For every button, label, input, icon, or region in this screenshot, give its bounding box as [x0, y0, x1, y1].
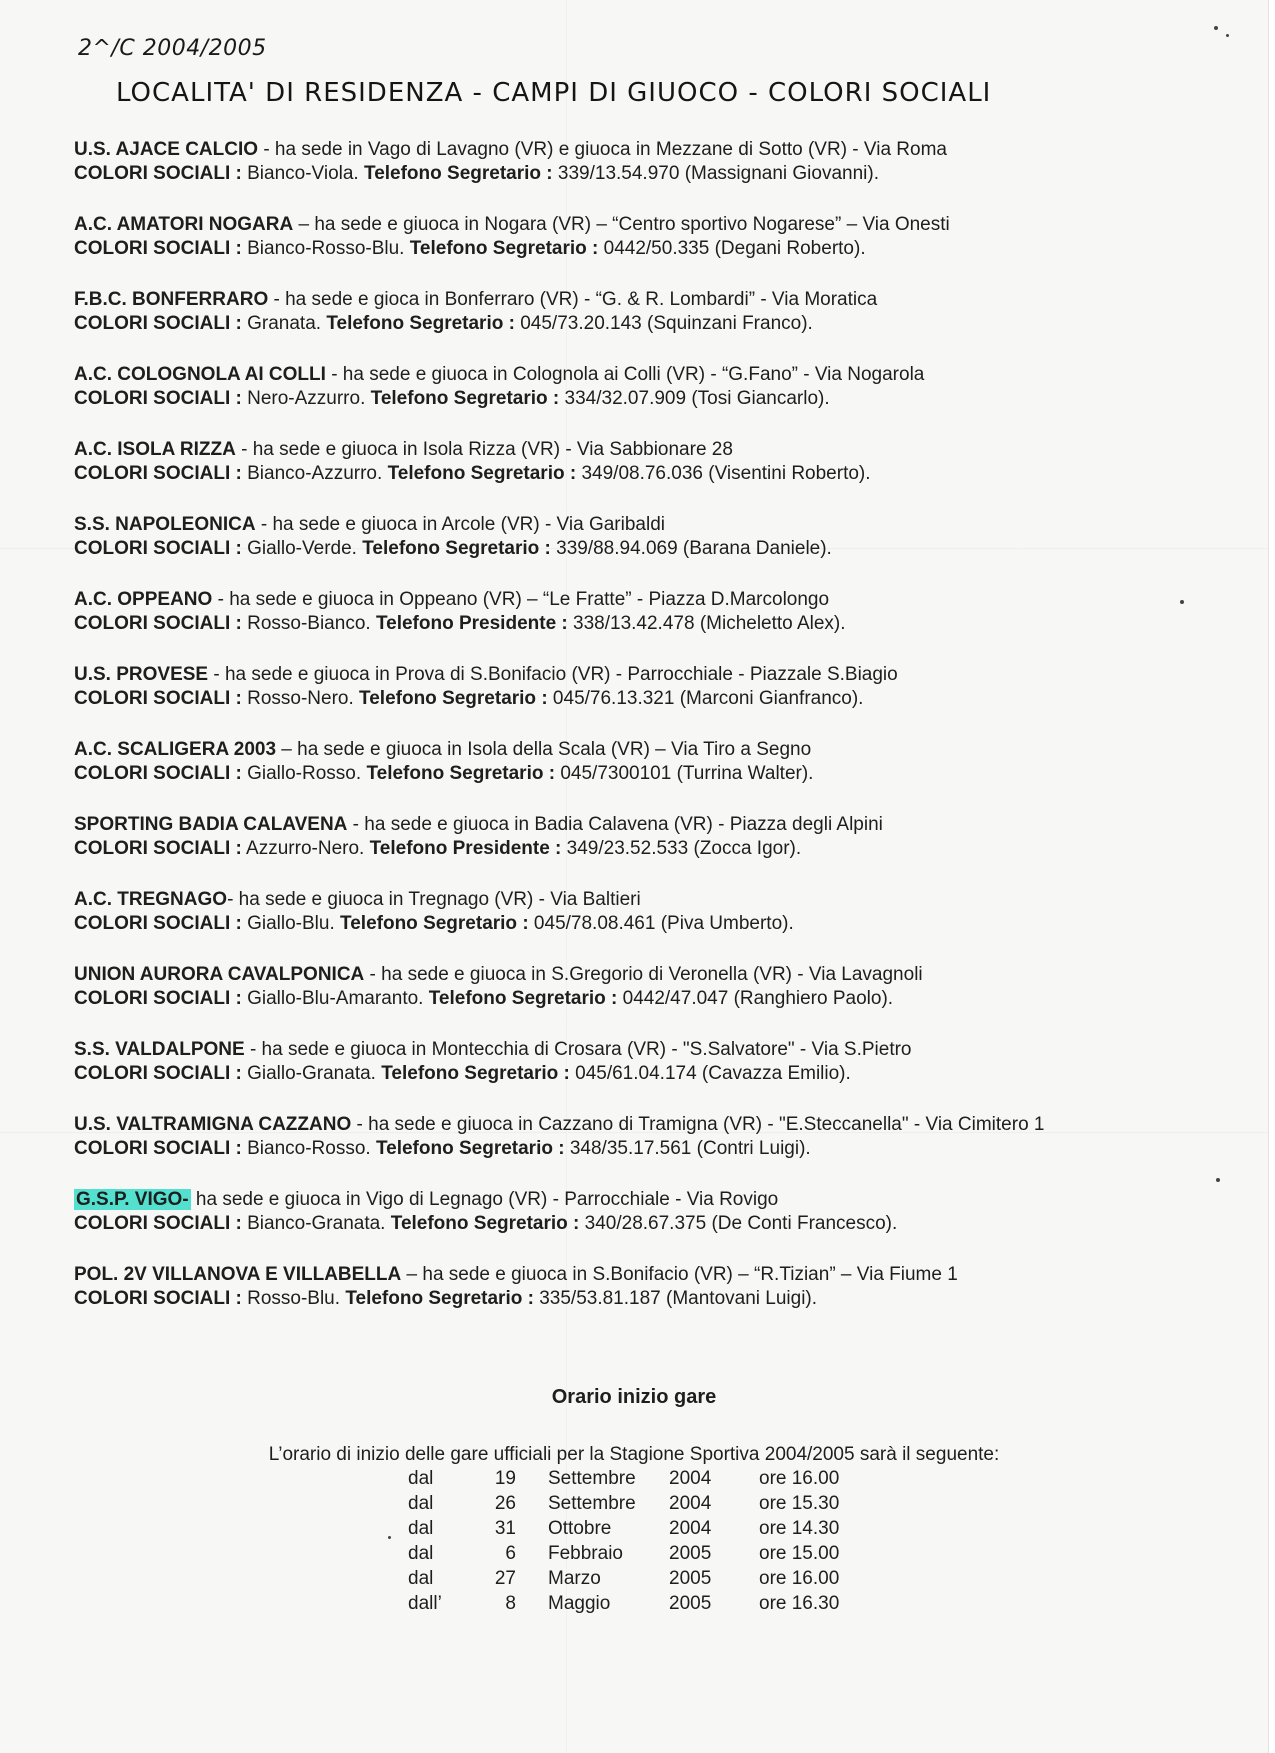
club-contact-line — [74, 837, 1204, 861]
club-entry — [74, 288, 1204, 336]
schedule-prefix: dall’ — [408, 1593, 442, 1614]
club-phone: 348/35.17.561 (Contri Luigi). — [564, 1138, 811, 1159]
schedule-year: 2005 — [669, 1543, 712, 1564]
kickoff-schedule-table — [408, 1466, 839, 1616]
club-colors: Bianco-Rosso. — [241, 1138, 376, 1159]
club-description: - ha sede e giuoca in Isola Rizza (VR) - Via Sabbionare 28 — [235, 439, 733, 460]
club-contact-line — [74, 1212, 1204, 1236]
schedule-prefix: dal — [408, 1493, 434, 1514]
club-contact-line — [74, 687, 1204, 711]
club-entry — [74, 1188, 1204, 1236]
colors-label: COLORI SOCIALI : — [74, 688, 242, 709]
club-name: A.C. COLOGNOLA AI COLLI — [74, 364, 326, 385]
club-name: U.S. PROVESE — [74, 664, 209, 685]
club-name: A.C. TREGNAGO — [74, 889, 228, 910]
handwritten-class-code: 2^/C 2004/2005 — [78, 36, 267, 61]
schedule-prefix: dal — [408, 1468, 434, 1489]
club-colors: Rosso-Nero. — [241, 688, 360, 709]
club-colors: Giallo-Blu. — [241, 913, 341, 934]
club-contact-line — [74, 987, 1204, 1011]
club-entry — [74, 963, 1204, 1011]
colors-label: COLORI SOCIALI : — [74, 163, 242, 184]
club-contact-line — [74, 912, 1204, 936]
phone-label: Telefono Segretario : — [359, 688, 548, 709]
club-entry — [74, 363, 1204, 411]
club-info-line — [74, 1263, 1204, 1287]
schedule-row — [408, 1541, 839, 1566]
club-contact-line — [74, 537, 1204, 561]
phone-label: Telefono Segretario : — [345, 1288, 534, 1309]
club-colors: Bianco-Viola. — [241, 163, 364, 184]
club-description: ha sede e giuoca in Vigo di Legnago (VR) - Parrocchiale - Via Rovigo — [190, 1189, 779, 1210]
club-entry — [74, 138, 1204, 186]
club-name: A.C. ISOLA RIZZA — [74, 439, 236, 460]
club-phone: 045/61.04.174 (Cavazza Emilio). — [569, 1063, 851, 1084]
club-entry — [74, 213, 1204, 261]
club-info-line — [74, 1188, 1204, 1212]
club-colors: Giallo-Blu-Amaranto. — [241, 988, 429, 1009]
colors-label: COLORI SOCIALI : — [74, 763, 242, 784]
club-phone: 339/88.94.069 (Barana Daniele). — [550, 538, 832, 559]
colors-label: COLORI SOCIALI : — [74, 1213, 242, 1234]
phone-label: Telefono Presidente : — [375, 613, 568, 634]
club-info-line — [74, 213, 1204, 237]
club-colors: Bianco-Rosso-Blu. — [241, 238, 410, 259]
club-entry — [74, 1263, 1204, 1311]
club-name: U.S. AJACE CALCIO — [74, 139, 259, 160]
club-colors: Rosso-Blu. — [241, 1288, 346, 1309]
club-phone: 334/32.07.909 (Tosi Giancarlo). — [559, 388, 830, 409]
club-info-line — [74, 288, 1204, 312]
club-info-line — [74, 438, 1204, 462]
club-colors: Giallo-Granata. — [241, 1063, 382, 1084]
club-phone: 338/13.42.478 (Micheletto Alex). — [567, 613, 846, 634]
club-name: SPORTING BADIA CALAVENA — [74, 814, 348, 835]
club-name: S.S. VALDALPONE — [74, 1039, 245, 1060]
club-phone: 045/78.08.461 (Piva Umberto). — [528, 913, 794, 934]
schedule-time: ore 16.00 — [759, 1468, 840, 1489]
phone-label: Telefono Segretario : — [364, 163, 553, 184]
schedule-intro: L’orario di inizio delle gare ufficiali per la Stagione Sportiva 2004/2005 sarà il seguente: — [268, 1444, 1000, 1465]
club-contact-line — [74, 1287, 1204, 1311]
club-description: – ha sede e giuoca in S.Bonifacio (VR) – “R.Tizian” – Via Fiume 1 — [401, 1264, 958, 1285]
club-colors: Nero-Azzurro. — [241, 388, 371, 409]
phone-label: Telefono Segretario : — [340, 913, 529, 934]
club-info-line — [74, 963, 1204, 987]
club-description: - ha sede in Vago di Lavagno (VR) e giuoca in Mezzane di Sotto (VR) - Via Roma — [258, 139, 947, 160]
colors-label: COLORI SOCIALI : — [74, 913, 242, 934]
phone-label: Telefono Segretario : — [370, 388, 560, 409]
club-info-line — [74, 888, 1204, 912]
club-entry — [74, 888, 1204, 936]
phone-label: Telefono Presidente : — [369, 838, 562, 859]
club-description: - ha sede e giuoca in Arcole (VR) - Via Garibaldi — [255, 514, 665, 535]
club-colors: Giallo-Rosso. — [241, 763, 367, 784]
club-name: U.S. VALTRAMIGNA CAZZANO — [74, 1114, 352, 1135]
club-entry — [74, 588, 1204, 636]
ink-speck — [1216, 1178, 1220, 1182]
club-contact-line — [74, 312, 1204, 336]
club-description: – ha sede e giuoca in Isola della Scala (VR) – Via Tiro a Segno — [276, 739, 812, 760]
club-description: - ha sede e giuoca in S.Gregorio di Veronella (VR) - Via Lavagnoli — [364, 964, 923, 985]
club-contact-line — [74, 237, 1204, 261]
club-name: F.B.C. BONFERRARO — [74, 289, 269, 310]
schedule-month: Febbraio — [548, 1543, 623, 1564]
club-colors: Giallo-Verde. — [241, 538, 363, 559]
schedule-row — [408, 1591, 839, 1616]
schedule-time: ore 14.30 — [759, 1518, 840, 1539]
schedule-prefix: dal — [408, 1568, 434, 1589]
club-entry — [74, 738, 1204, 786]
club-description: – ha sede e giuoca in Nogara (VR) – “Centro sportivo Nogarese” – Via Onesti — [293, 214, 950, 235]
club-name: A.C. SCALIGERA 2003 — [74, 739, 277, 760]
club-phone: 045/76.13.321 (Marconi Gianfranco). — [547, 688, 864, 709]
schedule-day: 31 — [494, 1518, 516, 1539]
club-description: - ha sede e giuoca in Badia Calavena (VR) - Piazza degli Alpini — [347, 814, 883, 835]
schedule-prefix: dal — [408, 1518, 434, 1539]
colors-label: COLORI SOCIALI : — [74, 1063, 242, 1084]
club-colors: Bianco-Azzurro. — [241, 463, 388, 484]
club-entry — [74, 1038, 1204, 1086]
phone-label: Telefono Segretario : — [381, 1063, 570, 1084]
schedule-day: 26 — [494, 1493, 516, 1514]
club-name: A.C. AMATORI NOGARA — [74, 214, 294, 235]
club-phone: 0442/47.047 (Ranghiero Paolo). — [617, 988, 894, 1009]
schedule-row — [408, 1566, 839, 1591]
phone-label: Telefono Segretario : — [409, 238, 599, 259]
phone-label: Telefono Segretario : — [428, 988, 618, 1009]
club-description: - ha sede e giuoca in Prova di S.Bonifacio (VR) - Parrocchiale - Piazzale S.Biagio — [208, 664, 898, 685]
club-contact-line — [74, 462, 1204, 486]
phone-label: Telefono Segretario : — [390, 1213, 580, 1234]
schedule-year: 2004 — [669, 1518, 712, 1539]
colors-label: COLORI SOCIALI : — [74, 463, 242, 484]
club-description: - ha sede e gioca in Bonferraro (VR) - “G. & R. Lombardi” - Via Moratica — [268, 289, 878, 310]
ink-speck — [1226, 34, 1229, 37]
club-info-line — [74, 1038, 1204, 1062]
schedule-day: 6 — [505, 1543, 516, 1564]
club-info-line — [74, 813, 1204, 837]
club-info-line — [74, 1113, 1204, 1137]
schedule-time: ore 15.30 — [759, 1493, 840, 1514]
schedule-year: 2004 — [669, 1468, 712, 1489]
club-name: A.C. OPPEANO — [74, 589, 213, 610]
phone-label: Telefono Segretario : — [387, 463, 577, 484]
club-info-line — [74, 588, 1204, 612]
club-phone: 349/23.52.533 (Zocca Igor). — [561, 838, 802, 859]
club-phone: 0442/50.335 (Degani Roberto). — [598, 238, 866, 259]
schedule-row — [408, 1466, 839, 1491]
schedule-year: 2004 — [669, 1493, 712, 1514]
phone-label: Telefono Segretario : — [375, 1138, 565, 1159]
club-phone: 045/7300101 (Turrina Walter). — [555, 763, 814, 784]
phone-label: Telefono Segretario : — [366, 763, 556, 784]
club-contact-line — [74, 162, 1204, 186]
club-name: S.S. NAPOLEONICA — [74, 514, 256, 535]
club-colors: Azzurro-Nero. — [241, 838, 370, 859]
club-entry — [74, 813, 1204, 861]
ink-speck — [1214, 26, 1218, 30]
page-title: LOCALITA' DI RESIDENZA - CAMPI DI GIUOCO - COLORI SOCIALI — [116, 78, 992, 108]
colors-label: COLORI SOCIALI : — [74, 988, 242, 1009]
colors-label: COLORI SOCIALI : — [74, 838, 242, 859]
colors-label: COLORI SOCIALI : — [74, 538, 242, 559]
club-description: - ha sede e giuoca in Oppeano (VR) – “Le Fratte” - Piazza D.Marcolongo — [212, 589, 830, 610]
club-contact-line — [74, 1062, 1204, 1086]
club-description: - ha sede e giuoca in Montecchia di Crosara (VR) - "S.Salvatore" - Via S.Pietro — [244, 1039, 912, 1060]
schedule-day: 19 — [494, 1468, 516, 1489]
club-phone: 340/28.67.375 (De Conti Francesco). — [579, 1213, 898, 1234]
club-description: - ha sede e giuoca in Colognola ai Colli (VR) - “G.Fano” - Via Nogarola — [325, 364, 925, 385]
club-contact-line — [74, 762, 1204, 786]
club-colors: Bianco-Granata. — [241, 1213, 391, 1234]
club-contact-line — [74, 1137, 1204, 1161]
club-name: UNION AURORA CAVALPONICA — [74, 964, 365, 985]
club-info-line — [74, 663, 1204, 687]
schedule-title: Orario inizio gare — [551, 1386, 717, 1408]
club-phone: 339/13.54.970 (Massignani Giovanni). — [552, 163, 879, 184]
colors-label: COLORI SOCIALI : — [74, 388, 242, 409]
schedule-month: Settembre — [548, 1493, 636, 1514]
schedule-month: Settembre — [548, 1468, 636, 1489]
club-info-line — [74, 363, 1204, 387]
club-name: G.S.P. VIGO- — [76, 1189, 189, 1210]
club-entry — [74, 513, 1204, 561]
club-entry — [74, 663, 1204, 711]
schedule-time: ore 16.00 — [759, 1568, 840, 1589]
schedule-time: ore 16.30 — [759, 1593, 840, 1614]
club-contact-line — [74, 612, 1204, 636]
club-info-line — [74, 138, 1204, 162]
club-phone: 349/08.76.036 (Visentini Roberto). — [576, 463, 871, 484]
colors-label: COLORI SOCIALI : — [74, 1138, 242, 1159]
schedule-month: Maggio — [548, 1593, 611, 1614]
colors-label: COLORI SOCIALI : — [74, 313, 242, 334]
club-description: - ha sede e giuoca in Tregnago (VR) - Via Baltieri — [227, 889, 641, 910]
schedule-day: 8 — [505, 1593, 516, 1614]
ink-speck — [388, 1536, 391, 1539]
colors-label: COLORI SOCIALI : — [74, 238, 242, 259]
club-colors: Rosso-Bianco. — [241, 613, 376, 634]
phone-label: Telefono Segretario : — [326, 313, 515, 334]
schedule-year: 2005 — [669, 1568, 712, 1589]
club-contact-line — [74, 387, 1204, 411]
schedule-prefix: dal — [408, 1543, 434, 1564]
club-list — [74, 138, 1204, 1338]
club-name: POL. 2V VILLANOVA E VILLABELLA — [74, 1264, 402, 1285]
club-phone: 045/73.20.143 (Squinzani Franco). — [514, 313, 813, 334]
club-colors: Granata. — [241, 313, 327, 334]
club-entry — [74, 1113, 1204, 1161]
phone-label: Telefono Segretario : — [362, 538, 551, 559]
schedule-row — [408, 1491, 839, 1516]
schedule-time: ore 15.00 — [759, 1543, 840, 1564]
colors-label: COLORI SOCIALI : — [74, 613, 242, 634]
club-entry — [74, 438, 1204, 486]
colors-label: COLORI SOCIALI : — [74, 1288, 242, 1309]
club-info-line — [74, 513, 1204, 537]
schedule-row — [408, 1516, 839, 1541]
schedule-month: Marzo — [548, 1568, 601, 1589]
schedule-day: 27 — [494, 1568, 516, 1589]
club-phone: 335/53.81.187 (Mantovani Luigi). — [533, 1288, 818, 1309]
schedule-month: Ottobre — [548, 1518, 612, 1539]
schedule-year: 2005 — [669, 1593, 712, 1614]
club-info-line — [74, 738, 1204, 762]
club-description: - ha sede e giuoca in Cazzano di Tramigna (VR) - "E.Steccanella" - Via Cimitero 1 — [351, 1114, 1045, 1135]
